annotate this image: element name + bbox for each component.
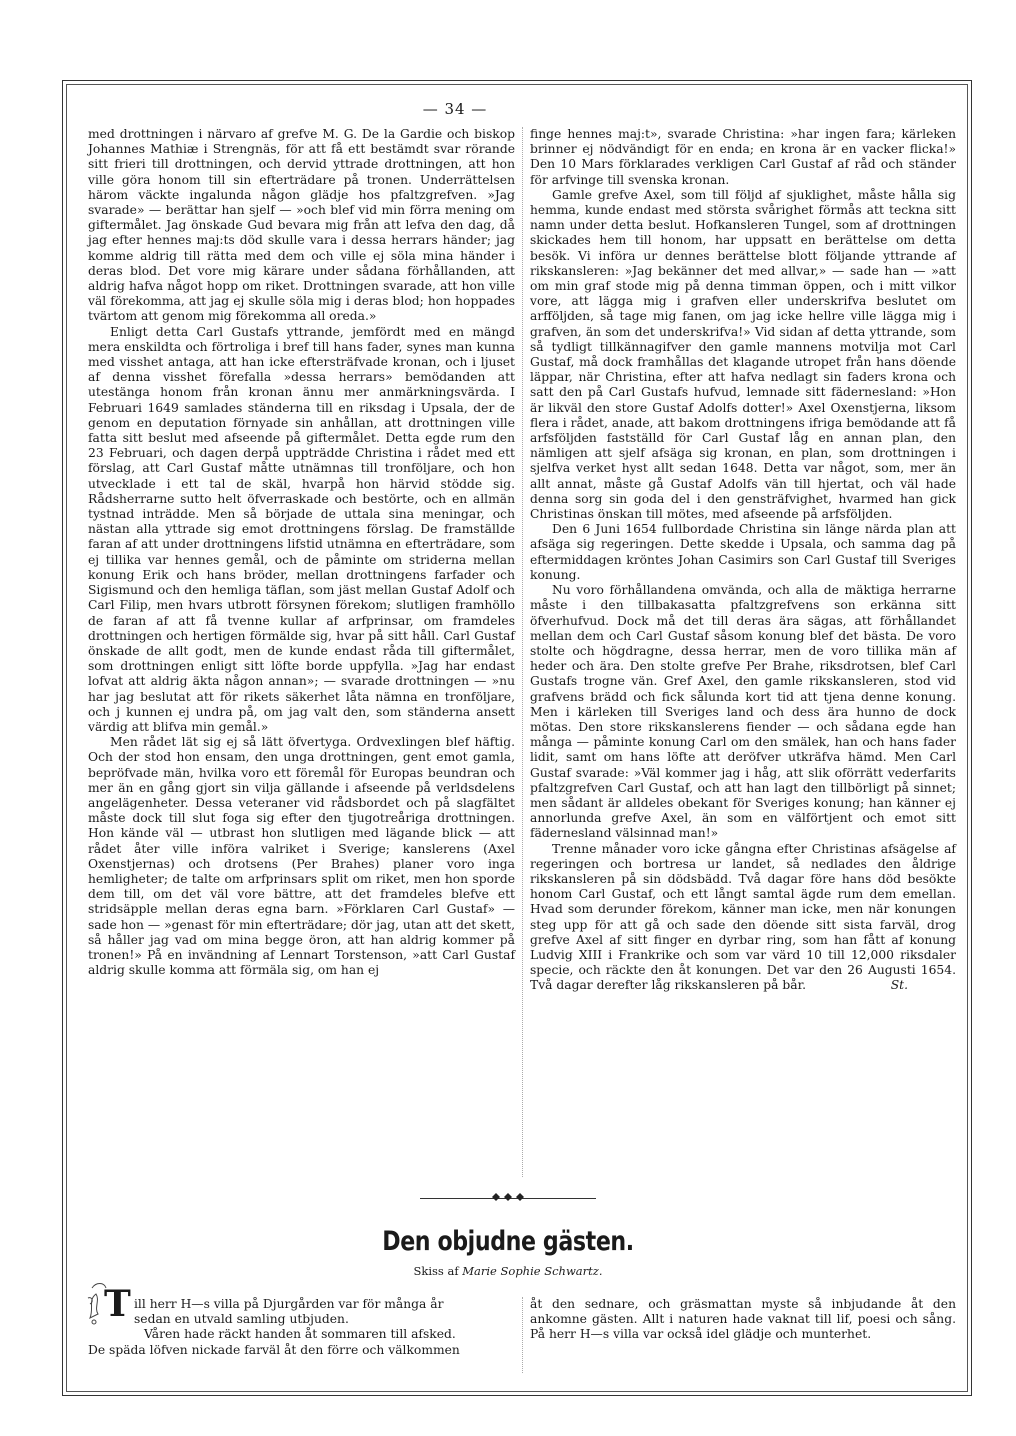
page-number: — 34 — [422,100,488,118]
story-author: Marie Sophie Schwartz. [462,1264,603,1278]
left-paragraph: Enligt detta Carl Gustafs yttrande, jemfördt med en mängd mera enskildta och förtroliga i bref till hans fader, synes man kunna med visshet antaga, att han icke eftersträfvade kronan, och i ljuset af denna visshet förefalla »dessa herrars» bemödanden att utestänga honom från kronan ännu mer anmärkningsvärda. I Februari 1649 samlades ständerna till en riksdag i Upsala, der de genom en deputation förnyade sin anhållan, att drottningen ville fatta sitt beslut med afseende på giftermålet. Detta egde rum den 23 Februari, och dagen derpå uppträdde Christina i rådet med ett förslag, att Carl Gustaf måtte utnämnas till tronföljare, och hon utvecklade i ett tal de skäl, hvarpå hon härvid stödde sig. Rådsherrarne sutto helt öfverraskade och bestörte, och en allmän tystnad inträdde. Men så började de uttala sina meningar, och nästan alla yttrade sig emot drottningens förslag. De framställde faran af att under drottningens lifstid utnämna en efterträdare, som ej tillika var hennes gemål, och de påminte om striderna mellan konung Erik och hans bröder, mellan drottningens farfader och Sigismund och den hemliga täflan, som jäst mellan Gustaf Adolf och Carl Filip, men hvars utbrott försynen förekom; slutligen framhöllo de faran af att få tvenne kullar af arfprinsar, om framdeles drottningen och hertigen förmälde sig, hvar på sitt håll. Carl Gustaf önskade de allt godt, men de kunde endast råda till giftermålet, som drottningen enligt sitt löfte borde uppfylla. »Jag har endast lofvat att aldrig äkta någon annan»; — svarade drottningen — »nu har jag beslutat att för rikets säkerhet låta nämna en tronföljare, och j kunnen ej undra på, om jag valt den, som ständerna ansett värdig att blifva min gemål.» [88,324,515,734]
right-paragraph: finge hennes maj:t», svarade Christina: »har ingen fara; kärleken brinner ej nödvändigt för en enda; en krona är en vacker flicka!» Den 10 Mars förklarades verkligen Carl Gustaf af råd och ständer för arfvinge till svenska kronan. [530,127,956,187]
story-left-column [88,1297,515,1358]
dropcap-letter: T [104,1283,131,1325]
story-line: Våren hade räckt handen åt sommaren till afsked. [144,1327,456,1342]
right-paragraph: Nu voro förhållandena omvända, och alla de mäktiga herrarne måste i den tillbakasatta pfaltzgrefvens son erkänna sitt öfverhufvud. Dock må det till deras ära sägas, att förhållandet mellan dem och Carl Gustaf såsom konung blef det bästa. De voro stolte och högdragne, dessa herrar, men de voro tillika män af heder och ära. Den stolte grefve Per Brahe, riksdrotsen, blef Carl Gustafs trogne vän. Gref Axel, den gamle rikskansleren, stod vid grafvens brädd och fick sålunda kort tid att tjena denne konung. Men i kärleken till Sveriges land och dess ära hunno de dock mötas. Den store rikskanslerens fiender — och sådana egde han många — påminte konung Carl om den smälek, han och hans fader lidit, samt om hans löfte att deröfver utkräfva hämd. Men Carl Gustaf svarade: »Väl kommer jag i håg, att slik oförrätt vederfarits pfaltzgrefven Carl Gustaf, och att han lagt den tillbörligt på sinnet; men sådant är alldeles obekant för Sveriges konung; han känner ej annorlunda grefve Axel, än som en välförtjent och emot sitt fädernesland välsinnad man!» [530,583,956,841]
right-paragraph [530,842,956,994]
column-divider [522,127,523,1177]
story-line: De späda löfven nickade farväl åt den förre och välkommen [88,1342,460,1357]
story-line: ill herr H—s villa på Djurgården var för många år [134,1297,444,1311]
subtitle-prefix: Skiss af [413,1264,459,1278]
left-paragraph: Men rådet lät sig ej så lätt öfvertyga. Ordvexlingen blef häftig. Och der stod hon ensam, den unga drottningen, gent emot gamla, bepröfvade män, hvilka voro ett föremål för Europas beundran och mer än en gång gjort sin vilja gällande i afseende på verldsdelens angelägenheter. Dessa veteraner vid rådsbordet och på slagfältet måste dock till slut foga sig efter den tjugotreåriga drottningen. Hon kände väl — utbrast hon slutligen med lägande blick — att rådet åter ville införa valriket i Sverige; kanslerens (Axel Oxenstjernas) och drotsens (Per Brahes) planer voro inga hemligheter; de talte om arfprinsars split om riket, men hon sporde dem till, om det väl vore bättre, att det framdeles blefve ett stridsäpple mellan deras egna barn. »Förklaren Carl Gustaf» — sade hon — »genast för min efterträdare; dör jag, utan att det skett, så håller jag vad om mina begge öron, att han aldrig kommer på tronen!» På en invändning af Lennart Torstenson, »att Carl Gustaf aldrig skulle komma att förmäla sig, om han ej [88,735,515,978]
story-line: sedan en utvald samling utbjuden. [134,1312,349,1327]
story-title: Den objudne gästen. [382,1226,634,1257]
article-signature: St. [890,978,908,993]
left-paragraph: med drottningen i närvaro af grefve M. G. De la Gardie och biskop Johannes Mathiæ i Strengnäs, för att få ett bestämdt svar rörande sitt frieri till drottningen, och dervid yttrade drottningen, att hon ville göra honom till sin efterträdare på tronen. Underrättelsen härom väckte ingalunda någon glädje hos pfaltzgrefven. »Jag svarade» — berättar han sjelf — »och blef vid min förra mening om giftermålet. Jag önskade Gud bevara mig från att lefva den dag, då jag efter hennes maj:ts död skulle vara i dessa herrars händer; jag komme aldrig till rätta med dem och ville ej söla mina händer i deras blod. Det vore mig kärare under sådana förhållanden, att aldrig hafva något hopp om riket. Drottningen svarade, att hon ville väl förekomma, att jag ej skulle söla mig i deras blod; hon hoppades tvärtom att genom mig förekomma all oreda.» [88,127,515,324]
story-right-column [530,1297,956,1343]
left-column [88,127,515,978]
story-column-divider [522,1297,523,1373]
ornament-icon [458,1192,558,1205]
right-paragraph: Den 6 Juni 1654 fullbordade Christina sin länge närda plan att afsäga sig regeringen. Dette skedde i Upsala, och samma dag på eftermiddagen kröntes Johan Casimirs son Carl Gustaf till Sveriges konung. [530,522,956,582]
right-paragraph: Gamle grefve Axel, som till följd af sjuklighet, måste hålla sig hemma, kunde endast med största svårighet förmås att teckna sitt namn under detta beslut. Hofkansleren Tungel, som af drottningen skickades hem till honom, har uppsatt en berättelse om detta besök. Vi införa ur dennes berättelse blott följande yttrande af rikskansleren: »Jag bekänner det med allvar,» — sade han — »att om min graf stode mig på denna timman öppen, och i mitt vilkor vore, att lägga mig i grafven eller underskrifva beslutet om arfföljden, så tage mig fanen, om jag icke hellre ville lägga mig i grafven, än som det underskrifva!» Vid sidan af detta yttrande, som så tydligt tillkännagifver den gamle mannens motvilja mot Carl Gustaf, må dock framhållas det klagande utropet från hans döende läppar, när Christina, efter att hafva nedlagt sin faders krona och satt den på Carl Gustafs hufvud, lemnade sitt fädernesland: »Hon är likväl den store Gustaf Adolfs dotter!» Axel Oxenstjerna, liksom flera i rådet, anade, att bakom drottningens ifriga bemödande att få arfsföljden fastställd för Carl Gustaf låg en annan plan, den nämligen att sjelf afsäga sig kronan, en plan, som drottningen i sjelfva verket hyst allt sedan 1648. Detta var något, som, mer än allt annat, måste gå Gustaf Adolfs vän till hjertat, och väl hade denna sorg sin goda del i den gensträfvighet, hvarmed han gick Christinas önskan till mötes, med afseende på arfsföljden. [530,187,956,522]
story-right-paragraph: åt den sednare, och gräsmattan myste så inbjudande åt den ankomne gästen. Allt i naturen hade vaknat till lif, poesi och sång. På herr H—s villa var också idel glädje och munterhet. [530,1297,956,1342]
right-column [530,127,956,994]
ornament-diamonds-icon [478,1192,538,1202]
right-paragraph-text: Trenne månader voro icke gångna efter Christinas afsägelse af regeringen och bortresa ur landet, så nedlades den åldrige rikskansleren på sin dödsbädd. Två dagar före hans död besökte honom Carl Gustaf, och ett långt samtal ägde rum dem emellan. Hvad som derunder förekom, känner man icke, men när konungen steg upp för att gå och sade den döende sitt sista farväl, drog grefve Axel af sitt finger en dyrbar ring, som han fått af konung Ludvig XIII i Frankrike och som var värd 10 till 12,000 riksdaler specie, och räckte den åt konungen. Det var den 26 Augusti 1654. Två dagar derefter låg rikskansleren på bår. [530,841,956,993]
story-subtitle [0,1264,1016,1278]
